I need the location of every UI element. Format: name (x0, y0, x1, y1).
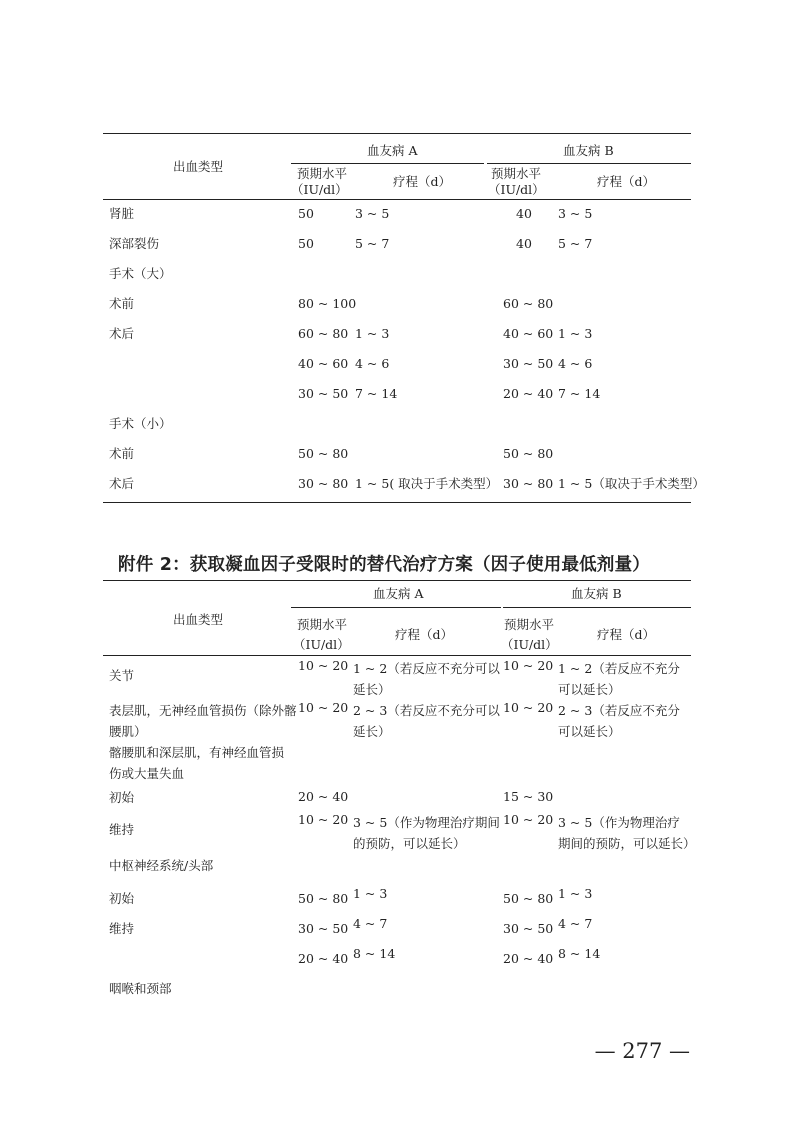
table-cell-b-days: 2 ~ 3（若反应不充分可以延长） (558, 703, 680, 739)
table-2-b-unit-header: （IU/dl） (501, 637, 558, 652)
table-cell-b-days: 1 ~ 2（若反应不充分可以延长） (558, 661, 680, 697)
table-cell-a-days: 4 ~ 6 (355, 356, 390, 371)
table-cell-b-level: 50 ~ 80 (503, 891, 554, 906)
table-2-a-level-header: 预期水平 (297, 617, 348, 632)
table-cell-type: 关节 (109, 668, 135, 683)
table-2-corner-header: 出血类型 (173, 612, 224, 627)
page-number: — 277 — (594, 1039, 690, 1063)
table-cell-a-days: 4 ~ 7 (353, 916, 388, 931)
table-2-group-b-header: 血友病 B (571, 586, 622, 601)
table-cell-b-level: 40 (516, 236, 532, 251)
table-cell-b-level: 20 ~ 40 (503, 951, 554, 966)
table-cell-a-level: 20 ~ 40 (298, 951, 349, 966)
table-cell-b-days: 4 ~ 7 (558, 916, 593, 931)
table-2-group-a-rule (291, 607, 501, 608)
table-cell-a-days: 1 ~ 5( 取决于手术类型） (355, 476, 499, 491)
table-cell-a-level: 10 ~ 20 (298, 700, 349, 715)
table-cell-b-level: 50 ~ 80 (503, 446, 554, 461)
table-1-header-rule (103, 199, 691, 200)
table-2-group-b-rule (503, 607, 691, 608)
table-cell-b-level: 20 ~ 40 (503, 386, 554, 401)
table-cell-b-days: 4 ~ 6 (558, 356, 593, 371)
table-cell-a-days: 1 ~ 3 (353, 886, 388, 901)
table-cell-type: 初始 (109, 891, 135, 906)
table-1-a-course-header: 疗程（d） (393, 174, 452, 189)
table-1-group-a-rule (291, 163, 484, 164)
table-1-b-level-header: 预期水平 (491, 166, 542, 181)
table-cell-type: 术前 (109, 446, 135, 461)
table-1-corner-header: 出血类型 (173, 159, 224, 174)
table-cell-type: 表层肌，无神经血管损伤（除外髂腰肌） (109, 703, 297, 739)
table-cell-b-days: 3 ~ 5 (558, 206, 593, 221)
table-cell-type: 肾脏 (109, 206, 135, 221)
table-cell-b-days: 5 ~ 7 (558, 236, 593, 251)
table-1-group-b-rule (487, 163, 691, 164)
table-cell-a-level: 60 ~ 80 (298, 326, 349, 341)
table-cell-b-level: 15 ~ 30 (503, 789, 554, 804)
table-2-top-rule (103, 580, 691, 581)
table-cell-type: 手术（大） (109, 266, 172, 281)
table-cell-b-level: 10 ~ 20 (503, 812, 554, 827)
table-cell-a-level: 30 ~ 80 (298, 476, 349, 491)
table-cell-a-level: 80 ~ 100 (298, 296, 357, 311)
table-1-b-course-header: 疗程（d） (597, 174, 656, 189)
table-2-b-course-header: 疗程（d） (597, 627, 656, 642)
table-cell-b-level: 30 ~ 50 (503, 356, 554, 371)
table-2-header-rule (103, 655, 691, 656)
section-title: 附件 2：获取凝血因子受限时的替代治疗方案（因子使用最低剂量） (118, 555, 650, 575)
table-cell-a-level: 10 ~ 20 (298, 812, 349, 827)
table-cell-b-level: 30 ~ 50 (503, 921, 554, 936)
table-cell-b-days: 1 ~ 5（取决于手术类型） (558, 476, 705, 491)
table-cell-b-days: 3 ~ 5（作为物理治疗期间的预防，可以延长） (558, 815, 696, 851)
table-cell-a-days: 3 ~ 5（作为物理治疗期间的预防，可以延长） (353, 815, 500, 851)
table-cell-b-days: 1 ~ 3 (558, 326, 593, 341)
table-cell-type: 中枢神经系统/头部 (109, 858, 214, 873)
table-1-top-rule (103, 133, 691, 134)
table-cell-b-level: 30 ~ 80 (503, 476, 554, 491)
table-cell-a-level: 40 ~ 60 (298, 356, 349, 371)
table-cell-a-level: 50 ~ 80 (298, 891, 349, 906)
table-cell-type: 维持 (109, 822, 135, 837)
table-cell-a-level: 50 (298, 236, 314, 251)
table-1-group-a-header: 血友病 A (367, 143, 418, 158)
table-cell-b-level: 40 ~ 60 (503, 326, 554, 341)
table-cell-a-days: 5 ~ 7 (355, 236, 390, 251)
table-cell-type: 咽喉和颈部 (109, 981, 172, 996)
table-1-b-unit-header: （IU/dl） (488, 182, 545, 197)
table-cell-a-level: 20 ~ 40 (298, 789, 349, 804)
table-1-group-b-header: 血友病 B (563, 143, 614, 158)
table-cell-b-days: 1 ~ 3 (558, 886, 593, 901)
table-cell-type: 手术（小） (109, 416, 172, 431)
table-cell-a-level: 50 (298, 206, 314, 221)
table-cell-b-level: 40 (516, 206, 532, 221)
table-cell-type: 深部裂伤 (109, 236, 160, 251)
table-cell-a-level: 30 ~ 50 (298, 921, 349, 936)
table-cell-type: 维持 (109, 921, 135, 936)
table-2-group-a-header: 血友病 A (373, 586, 424, 601)
table-cell-a-level: 30 ~ 50 (298, 386, 349, 401)
table-cell-b-days: 8 ~ 14 (558, 946, 601, 961)
table-cell-b-level: 10 ~ 20 (503, 658, 554, 673)
table-cell-b-days: 7 ~ 14 (558, 386, 601, 401)
table-cell-a-days: 1 ~ 2（若反应不充分可以延长） (353, 661, 500, 697)
table-cell-type: 髂腰肌和深层肌，有神经血管损伤或大量失血 (109, 745, 285, 781)
table-cell-b-level: 60 ~ 80 (503, 296, 554, 311)
table-1-a-unit-header: （IU/dl） (291, 182, 348, 197)
table-cell-type: 初始 (109, 790, 135, 805)
table-cell-type: 术前 (109, 296, 135, 311)
table-cell-a-days: 2 ~ 3（若反应不充分可以延长） (353, 703, 500, 739)
table-2-a-course-header: 疗程（d） (395, 627, 454, 642)
table-cell-b-level: 10 ~ 20 (503, 700, 554, 715)
table-cell-a-days: 7 ~ 14 (355, 386, 398, 401)
table-cell-type: 术后 (109, 326, 135, 341)
table-cell-a-days: 8 ~ 14 (353, 946, 396, 961)
table-cell-a-days: 3 ~ 5 (355, 206, 390, 221)
table-cell-type: 术后 (109, 476, 135, 491)
table-cell-a-days: 1 ~ 3 (355, 326, 390, 341)
table-cell-a-level: 50 ~ 80 (298, 446, 349, 461)
table-1-bottom-rule (103, 502, 691, 503)
table-1-a-level-header: 预期水平 (297, 166, 348, 181)
table-2-a-unit-header: （IU/dl） (293, 637, 350, 652)
table-2-b-level-header: 预期水平 (504, 617, 555, 632)
table-cell-a-level: 10 ~ 20 (298, 658, 349, 673)
